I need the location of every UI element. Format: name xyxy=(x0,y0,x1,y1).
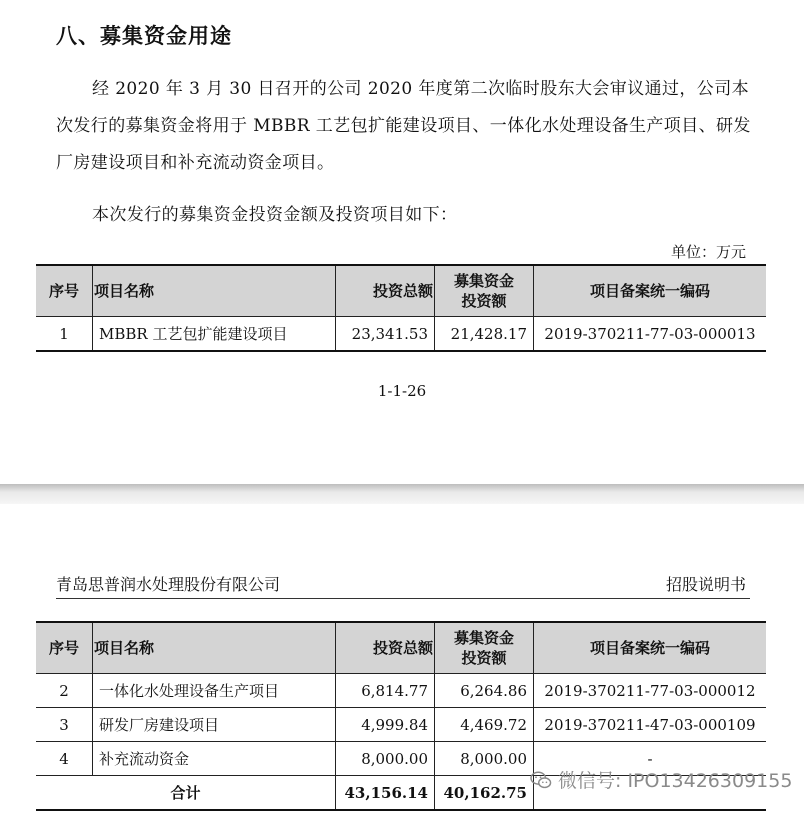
watermark xyxy=(530,766,792,793)
cell-raised: 4,469.72 xyxy=(435,708,534,742)
table-header-row xyxy=(36,622,766,674)
header-no: 序号 xyxy=(36,622,93,674)
cell-total: 8,000.00 xyxy=(336,742,435,776)
header-code: 项目备案统一编码 xyxy=(534,265,767,317)
document-page-bottom xyxy=(0,504,804,818)
page-header-rule xyxy=(56,598,750,599)
cell-raised: 8,000.00 xyxy=(435,742,534,776)
cell-name: 一体化水处理设备生产项目 xyxy=(93,674,336,708)
page-header-company: 青岛思普润水处理股份有限公司 xyxy=(56,575,281,594)
header-raised-line2: 投资额 xyxy=(461,292,507,310)
page-header-doc-type: 招股说明书 xyxy=(665,575,746,594)
page-gap-divider xyxy=(0,484,804,504)
header-total: 投资总额 xyxy=(336,265,435,317)
unit-label: 单位：万元 xyxy=(670,243,746,261)
table-header-row xyxy=(36,265,766,317)
cell-no: 1 xyxy=(36,317,93,352)
header-raised xyxy=(435,265,534,317)
paragraph-table-intro: 本次发行的募集资金投资金额及投资项目如下： xyxy=(92,205,458,225)
cell-code: - xyxy=(534,742,767,776)
cell-raised-sum: 40,162.75 xyxy=(435,776,534,811)
cell-raised: 21,428.17 xyxy=(435,317,534,352)
header-code: 项目备案统一编码 xyxy=(534,622,767,674)
cell-code: 2019-370211-77-03-000013 xyxy=(534,317,767,352)
header-total: 投资总额 xyxy=(336,622,435,674)
section-heading: 八、募集资金用途 xyxy=(56,24,232,48)
cell-no: 4 xyxy=(36,742,93,776)
page-number: 1-1-26 xyxy=(377,382,427,400)
header-name: 项目名称 xyxy=(93,265,336,317)
cell-total-sum: 43,156.14 xyxy=(336,776,435,811)
cell-code: 2019-370211-77-03-000012 xyxy=(534,674,767,708)
paragraph-intro: 经 2020 年 3 月 30 日召开的公司 2020 年度第二次临时股东大会审议通过，公司本次发行的募集资金将用于 MBBR 工艺包扩能建设项目、一体化水处理设备生产项目、研发厂房建设项目和补充流动资金项目。 xyxy=(56,79,751,173)
cell-total-label: 合计 xyxy=(36,776,336,811)
cell-total: 23,341.53 xyxy=(336,317,435,352)
cell-name: 补充流动资金 xyxy=(93,742,336,776)
header-raised-line2: 投资额 xyxy=(461,649,507,667)
cell-code: 2019-370211-47-03-000109 xyxy=(534,708,767,742)
cell-name: 研发厂房建设项目 xyxy=(93,708,336,742)
cell-total: 6,814.77 xyxy=(336,674,435,708)
table-row xyxy=(36,708,766,742)
header-raised xyxy=(435,622,534,674)
header-raised-line1: 募集资金 xyxy=(453,272,514,290)
header-raised-line1: 募集资金 xyxy=(453,629,514,647)
watermark-text: 微信号: IPO13426309155 xyxy=(558,770,793,792)
wechat-icon xyxy=(530,770,552,790)
cell-name: MBBR 工艺包扩能建设项目 xyxy=(93,317,336,352)
table-row xyxy=(36,317,766,352)
investment-table-part1 xyxy=(36,264,766,352)
cell-raised: 6,264.86 xyxy=(435,674,534,708)
table-row xyxy=(36,674,766,708)
cell-no: 3 xyxy=(36,708,93,742)
header-name: 项目名称 xyxy=(93,622,336,674)
cell-total: 4,999.84 xyxy=(336,708,435,742)
header-no: 序号 xyxy=(36,265,93,317)
cell-no: 2 xyxy=(36,674,93,708)
